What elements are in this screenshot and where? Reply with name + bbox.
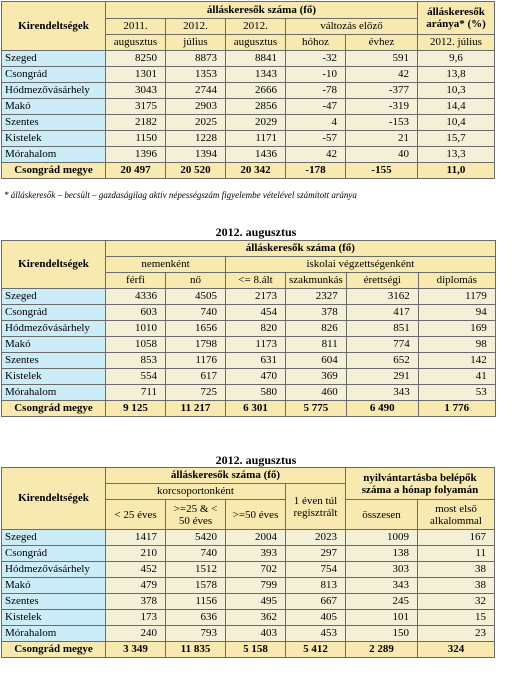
value-cell: 3175 bbox=[106, 99, 166, 115]
table-row bbox=[2, 353, 496, 369]
value-cell: 725 bbox=[166, 385, 226, 401]
table-row bbox=[2, 83, 495, 99]
corner-header: Kirendeltségek bbox=[2, 241, 106, 289]
office-name-cell: Szentes bbox=[2, 353, 106, 369]
value-cell: 702 bbox=[226, 562, 286, 578]
value-cell: 173 bbox=[106, 610, 166, 626]
value-cell: 13,8 bbox=[418, 67, 495, 83]
education-header: iskolai végzettségenként bbox=[226, 257, 496, 273]
value-cell: -377 bbox=[346, 83, 418, 99]
value-cell: 1150 bbox=[106, 131, 166, 147]
value-cell: 2004 bbox=[226, 530, 286, 546]
total-value-cell: -178 bbox=[286, 163, 346, 179]
table-row bbox=[2, 51, 495, 67]
month-header: augusztus bbox=[106, 35, 166, 51]
value-cell: -32 bbox=[286, 51, 346, 67]
column-header: <= 8.ált bbox=[226, 273, 286, 289]
age-column-header: >=50 éves bbox=[226, 500, 286, 530]
table-row bbox=[2, 562, 495, 578]
office-name-cell: Makó bbox=[2, 99, 106, 115]
value-cell: 38 bbox=[418, 578, 495, 594]
value-cell: 851 bbox=[346, 321, 418, 337]
month-header: augusztus bbox=[226, 35, 286, 51]
column-header: nő bbox=[166, 273, 226, 289]
table-row bbox=[2, 305, 496, 321]
value-cell: 470 bbox=[226, 369, 286, 385]
value-cell: 820 bbox=[226, 321, 286, 337]
value-cell: 799 bbox=[226, 578, 286, 594]
value-cell: 8873 bbox=[166, 51, 226, 67]
office-name-cell: Hódmezővásárhely bbox=[2, 321, 106, 337]
value-cell: 1578 bbox=[166, 578, 226, 594]
value-cell: 405 bbox=[286, 610, 346, 626]
value-cell: 1176 bbox=[166, 353, 226, 369]
value-cell: 652 bbox=[346, 353, 418, 369]
entry-header: nyilvántartásba belépők száma a hónap folyamán bbox=[346, 468, 495, 500]
value-cell: 2744 bbox=[166, 83, 226, 99]
value-cell: 2025 bbox=[166, 115, 226, 131]
total-value-cell: 9 125 bbox=[106, 401, 166, 417]
value-cell: 603 bbox=[106, 305, 166, 321]
value-cell: 1228 bbox=[166, 131, 226, 147]
value-cell: 813 bbox=[286, 578, 346, 594]
value-cell: 452 bbox=[106, 562, 166, 578]
value-cell: 454 bbox=[226, 305, 286, 321]
office-name-cell: Szentes bbox=[2, 594, 106, 610]
table-row bbox=[2, 385, 496, 401]
office-name-cell: Csongrád bbox=[2, 67, 106, 83]
table-row bbox=[2, 289, 496, 305]
value-cell: 297 bbox=[286, 546, 346, 562]
value-cell: 343 bbox=[346, 385, 418, 401]
value-cell: 10,3 bbox=[418, 83, 495, 99]
value-cell: 1156 bbox=[166, 594, 226, 610]
table-row bbox=[2, 147, 495, 163]
corner-header: Kirendeltségek bbox=[2, 2, 106, 51]
office-name-cell: Szentes bbox=[2, 115, 106, 131]
total-name-cell: Csongrád megye bbox=[2, 401, 106, 417]
total-value-cell: 6 301 bbox=[226, 401, 286, 417]
value-cell: 167 bbox=[418, 530, 495, 546]
column-header: diplomás bbox=[418, 273, 495, 289]
table-row bbox=[2, 131, 495, 147]
value-cell: 1010 bbox=[106, 321, 166, 337]
value-cell: -57 bbox=[286, 131, 346, 147]
office-name-cell: Hódmezővásárhely bbox=[2, 83, 106, 99]
value-cell: 38 bbox=[418, 562, 495, 578]
total-value-cell: 11 217 bbox=[166, 401, 226, 417]
age-column-header: < 25 éves bbox=[106, 500, 166, 530]
footnote: * álláskeresők – becsült – gazdaságilag aktív népességszám figyelembe vételével számított aránya bbox=[4, 190, 357, 200]
value-cell: 1173 bbox=[226, 337, 286, 353]
office-name-cell: Szeged bbox=[2, 51, 106, 67]
table-2-title: 2012. augusztus bbox=[215, 225, 297, 239]
ratio-header: álláskeresők aránya* (%) bbox=[418, 2, 495, 35]
office-name-cell: Csongrád bbox=[2, 546, 106, 562]
total-value-cell: 324 bbox=[418, 642, 495, 658]
value-cell: 591 bbox=[346, 51, 418, 67]
value-cell: 1179 bbox=[418, 289, 495, 305]
ratio-sub-header: 2012. július bbox=[418, 35, 495, 51]
total-value-cell: 5 775 bbox=[286, 401, 347, 417]
value-cell: 13,3 bbox=[418, 147, 495, 163]
value-cell: 2023 bbox=[286, 530, 346, 546]
value-cell: 4505 bbox=[166, 289, 226, 305]
value-cell: 2903 bbox=[166, 99, 226, 115]
total-row bbox=[2, 401, 496, 417]
value-cell: 378 bbox=[106, 594, 166, 610]
total-value-cell: 5 158 bbox=[226, 642, 286, 658]
table-row bbox=[2, 115, 495, 131]
value-cell: 4336 bbox=[106, 289, 166, 305]
value-cell: 740 bbox=[166, 305, 226, 321]
value-cell: 631 bbox=[226, 353, 286, 369]
value-cell: 1301 bbox=[106, 67, 166, 83]
value-cell: 303 bbox=[346, 562, 418, 578]
value-cell: 826 bbox=[286, 321, 347, 337]
value-cell: 667 bbox=[286, 594, 346, 610]
value-cell: 1417 bbox=[106, 530, 166, 546]
office-name-cell: Szeged bbox=[2, 530, 106, 546]
year-header: 2012. bbox=[226, 19, 286, 35]
value-cell: 98 bbox=[418, 337, 495, 353]
change-header: változás előző bbox=[286, 19, 418, 35]
office-name-cell: Makó bbox=[2, 578, 106, 594]
column-header: férfi bbox=[106, 273, 166, 289]
value-cell: 10,4 bbox=[418, 115, 495, 131]
value-cell: 245 bbox=[346, 594, 418, 610]
corner-header: Kirendeltségek bbox=[2, 468, 106, 530]
year-header: 2012. bbox=[166, 19, 226, 35]
value-cell: 711 bbox=[106, 385, 166, 401]
value-cell: 417 bbox=[346, 305, 418, 321]
total-value-cell: 20 497 bbox=[106, 163, 166, 179]
value-cell: 1009 bbox=[346, 530, 418, 546]
total-value-cell: 20 520 bbox=[166, 163, 226, 179]
value-cell: 15 bbox=[418, 610, 495, 626]
table-1 bbox=[1, 1, 495, 179]
total-row bbox=[2, 163, 495, 179]
table-row bbox=[2, 321, 496, 337]
total-value-cell: 11 835 bbox=[166, 642, 226, 658]
total-value-cell: 11,0 bbox=[418, 163, 495, 179]
value-cell: 15,7 bbox=[418, 131, 495, 147]
value-cell: 403 bbox=[226, 626, 286, 642]
total-row bbox=[2, 642, 495, 658]
value-cell: 142 bbox=[418, 353, 495, 369]
value-cell: 4 bbox=[286, 115, 346, 131]
value-cell: 811 bbox=[286, 337, 347, 353]
value-cell: 2029 bbox=[226, 115, 286, 131]
table-3-title: 2012. augusztus bbox=[215, 453, 297, 467]
value-cell: 793 bbox=[166, 626, 226, 642]
total-name-cell: Csongrád megye bbox=[2, 642, 106, 658]
value-cell: 2173 bbox=[226, 289, 286, 305]
table-row bbox=[2, 99, 495, 115]
total-value-cell: 6 490 bbox=[346, 401, 418, 417]
value-cell: 2182 bbox=[106, 115, 166, 131]
office-name-cell: Csongrád bbox=[2, 305, 106, 321]
month-header: július bbox=[166, 35, 226, 51]
table-2 bbox=[1, 240, 496, 417]
total-name-cell: Csongrád megye bbox=[2, 163, 106, 179]
value-cell: -78 bbox=[286, 83, 346, 99]
year-header: 2011. bbox=[106, 19, 166, 35]
value-cell: 32 bbox=[418, 594, 495, 610]
total-value-cell: 2 289 bbox=[346, 642, 418, 658]
office-name-cell: Mórahalom bbox=[2, 147, 106, 163]
value-cell: 14,4 bbox=[418, 99, 495, 115]
total-value-cell: 1 776 bbox=[418, 401, 495, 417]
office-name-cell: Kistelek bbox=[2, 610, 106, 626]
value-cell: 21 bbox=[346, 131, 418, 147]
entry-column-header: összesen bbox=[346, 500, 418, 530]
value-cell: 617 bbox=[166, 369, 226, 385]
value-cell: 5420 bbox=[166, 530, 226, 546]
table-row bbox=[2, 546, 495, 562]
long-term-header: 1 éven túl regisztrált bbox=[286, 484, 346, 530]
office-name-cell: Kistelek bbox=[2, 369, 106, 385]
office-name-cell: Mórahalom bbox=[2, 626, 106, 642]
table-row bbox=[2, 578, 495, 594]
value-cell: 1396 bbox=[106, 147, 166, 163]
value-cell: 23 bbox=[418, 626, 495, 642]
table-row bbox=[2, 67, 495, 83]
value-cell: 740 bbox=[166, 546, 226, 562]
value-cell: 291 bbox=[346, 369, 418, 385]
group-header: álláskeresők száma (fő) bbox=[106, 468, 346, 484]
value-cell: 3043 bbox=[106, 83, 166, 99]
total-value-cell: 3 349 bbox=[106, 642, 166, 658]
entry-column-header: most első alkalommal bbox=[418, 500, 495, 530]
value-cell: 754 bbox=[286, 562, 346, 578]
value-cell: 138 bbox=[346, 546, 418, 562]
value-cell: -319 bbox=[346, 99, 418, 115]
value-cell: 636 bbox=[166, 610, 226, 626]
value-cell: 8250 bbox=[106, 51, 166, 67]
value-cell: 1058 bbox=[106, 337, 166, 353]
group-header: álláskeresők száma (fő) bbox=[106, 2, 418, 19]
value-cell: 53 bbox=[418, 385, 495, 401]
value-cell: 1436 bbox=[226, 147, 286, 163]
column-header: érettségi bbox=[346, 273, 418, 289]
table-row bbox=[2, 594, 495, 610]
group-header: álláskeresők száma (fő) bbox=[106, 241, 496, 257]
value-cell: 2856 bbox=[226, 99, 286, 115]
value-cell: 378 bbox=[286, 305, 347, 321]
office-name-cell: Hódmezővásárhely bbox=[2, 562, 106, 578]
value-cell: 101 bbox=[346, 610, 418, 626]
value-cell: 2327 bbox=[286, 289, 347, 305]
value-cell: 554 bbox=[106, 369, 166, 385]
value-cell: 495 bbox=[226, 594, 286, 610]
value-cell: 210 bbox=[106, 546, 166, 562]
value-cell: 94 bbox=[418, 305, 495, 321]
table-row bbox=[2, 530, 495, 546]
value-cell: 774 bbox=[346, 337, 418, 353]
value-cell: 393 bbox=[226, 546, 286, 562]
total-value-cell: 20 342 bbox=[226, 163, 286, 179]
total-value-cell: 5 412 bbox=[286, 642, 346, 658]
office-name-cell: Kistelek bbox=[2, 131, 106, 147]
change-sub-header: évhez bbox=[346, 35, 418, 51]
value-cell: -47 bbox=[286, 99, 346, 115]
value-cell: 369 bbox=[286, 369, 347, 385]
office-name-cell: Makó bbox=[2, 337, 106, 353]
value-cell: 1353 bbox=[166, 67, 226, 83]
value-cell: 41 bbox=[418, 369, 495, 385]
change-sub-header: hóhoz bbox=[286, 35, 346, 51]
value-cell: 479 bbox=[106, 578, 166, 594]
value-cell: 362 bbox=[226, 610, 286, 626]
gender-header: nemenként bbox=[106, 257, 226, 273]
value-cell: 1394 bbox=[166, 147, 226, 163]
value-cell: 42 bbox=[286, 147, 346, 163]
value-cell: 1343 bbox=[226, 67, 286, 83]
value-cell: 460 bbox=[286, 385, 347, 401]
value-cell: -10 bbox=[286, 67, 346, 83]
value-cell: 853 bbox=[106, 353, 166, 369]
office-name-cell: Mórahalom bbox=[2, 385, 106, 401]
value-cell: 42 bbox=[346, 67, 418, 83]
value-cell: 169 bbox=[418, 321, 495, 337]
value-cell: 40 bbox=[346, 147, 418, 163]
value-cell: 604 bbox=[286, 353, 347, 369]
table-row bbox=[2, 337, 496, 353]
value-cell: 1512 bbox=[166, 562, 226, 578]
total-value-cell: -155 bbox=[346, 163, 418, 179]
office-name-cell: Szeged bbox=[2, 289, 106, 305]
value-cell: 453 bbox=[286, 626, 346, 642]
value-cell: -153 bbox=[346, 115, 418, 131]
value-cell: 3162 bbox=[346, 289, 418, 305]
age-header: korcsoportonként bbox=[106, 484, 286, 500]
value-cell: 11 bbox=[418, 546, 495, 562]
value-cell: 9,6 bbox=[418, 51, 495, 67]
value-cell: 240 bbox=[106, 626, 166, 642]
table-row bbox=[2, 626, 495, 642]
table-3 bbox=[1, 467, 495, 658]
column-header: szakmunkás bbox=[286, 273, 347, 289]
age-column-header: >=25 & < 50 éves bbox=[166, 500, 226, 530]
table-row bbox=[2, 369, 496, 385]
value-cell: 580 bbox=[226, 385, 286, 401]
value-cell: 150 bbox=[346, 626, 418, 642]
value-cell: 1656 bbox=[166, 321, 226, 337]
value-cell: 343 bbox=[346, 578, 418, 594]
value-cell: 1798 bbox=[166, 337, 226, 353]
value-cell: 1171 bbox=[226, 131, 286, 147]
table-row bbox=[2, 610, 495, 626]
value-cell: 2666 bbox=[226, 83, 286, 99]
value-cell: 8841 bbox=[226, 51, 286, 67]
